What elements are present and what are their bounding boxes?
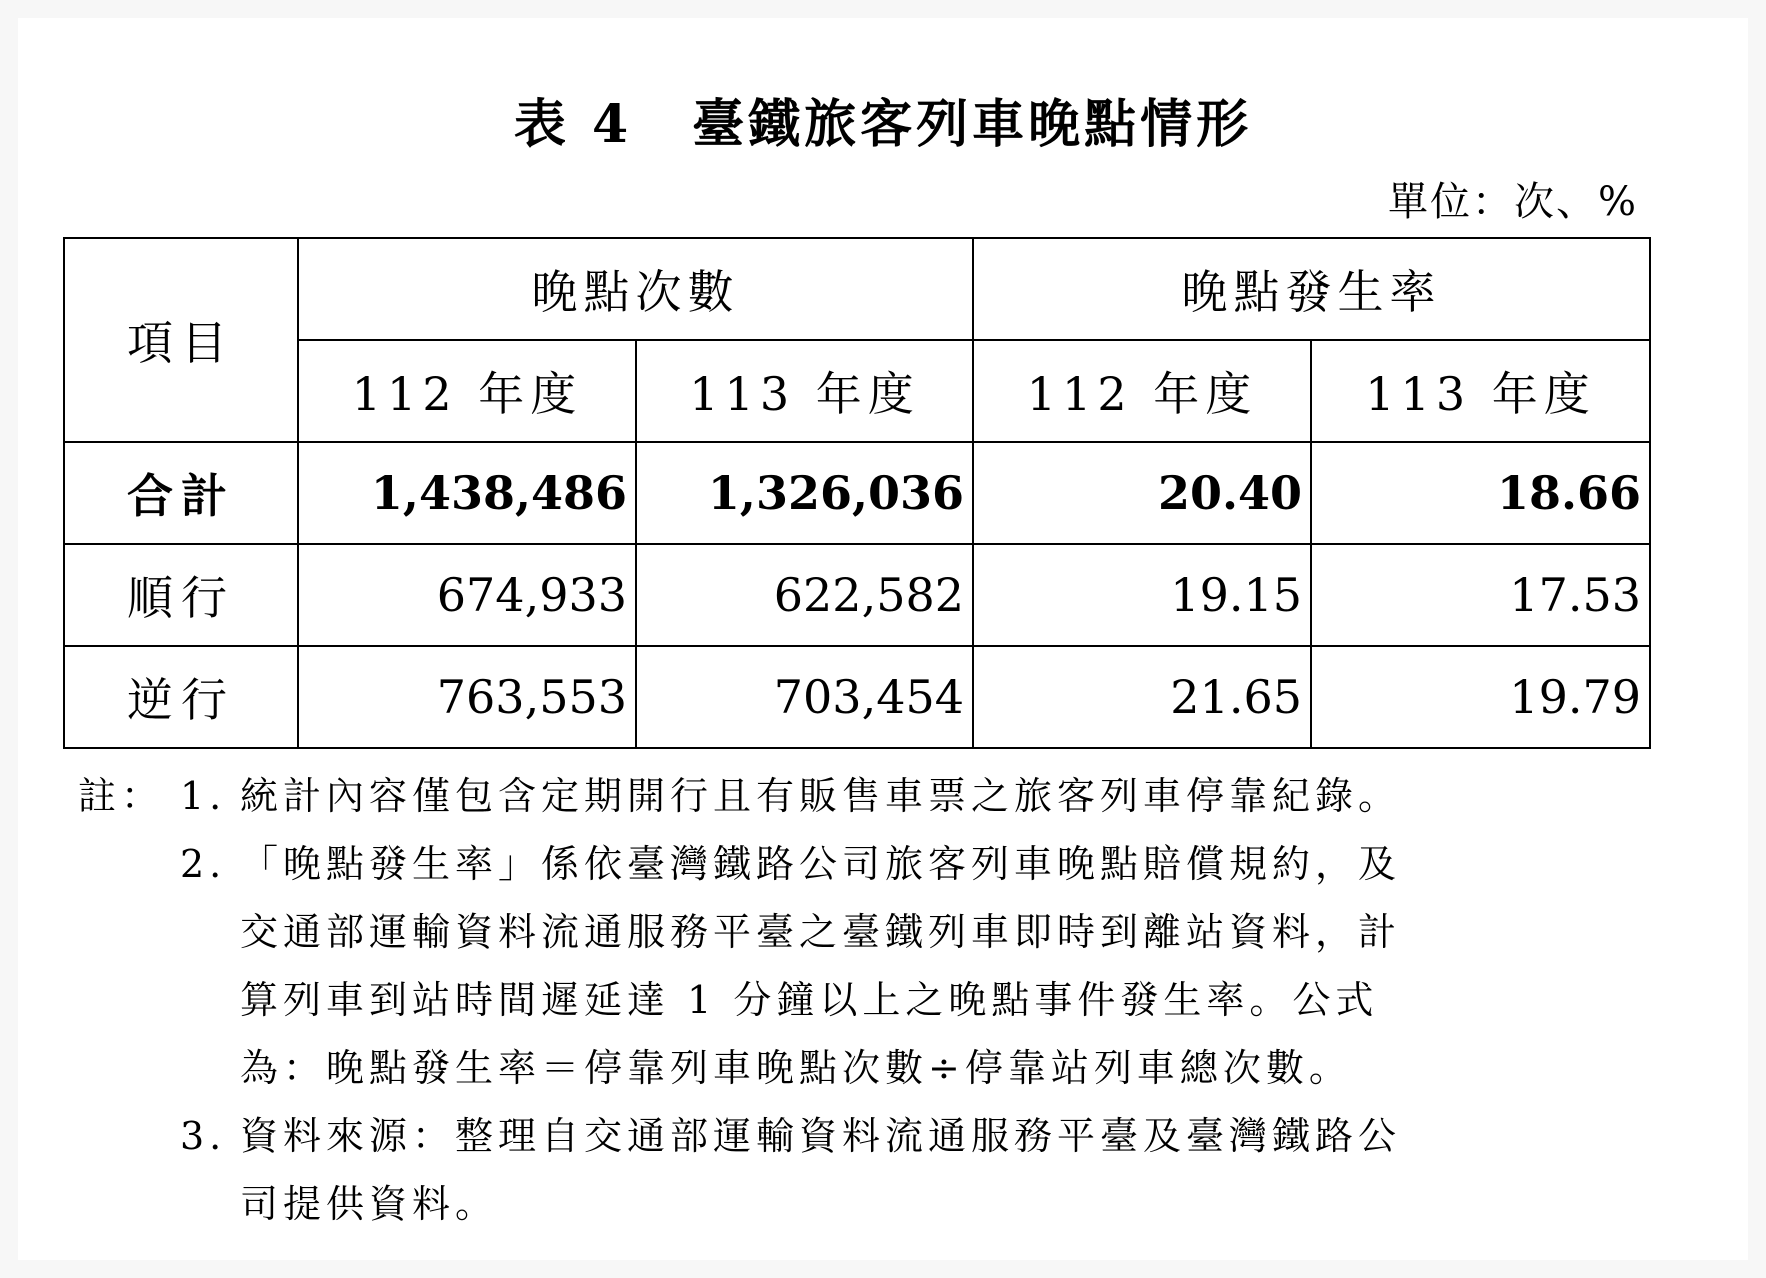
cell: 19.79 xyxy=(1311,646,1650,748)
header-delay-rate: 晚點發生率 xyxy=(973,238,1650,340)
header-year: 113 年度 xyxy=(636,340,973,442)
note-line: 為：晚點發生率＝停靠列車晚點次數÷停靠站列車總次數。 xyxy=(240,1046,1352,1090)
note-number: 1. xyxy=(180,774,227,818)
cell: 703,454 xyxy=(636,646,973,748)
row-label: 順行 xyxy=(64,544,298,646)
header-row-year xyxy=(64,340,1650,442)
header-row-group xyxy=(64,238,1650,340)
note-line: 算列車到站時間遲延達 1 分鐘以上之晚點事件發生率。公式 xyxy=(240,978,1379,1022)
cell: 21.65 xyxy=(973,646,1311,748)
table-title-text: 臺鐵旅客列車晚點情形 xyxy=(692,94,1253,155)
header-year: 112 年度 xyxy=(298,340,636,442)
table-row xyxy=(64,646,1650,748)
cell: 674,933 xyxy=(298,544,636,646)
notes xyxy=(78,762,1401,1238)
cell: 19.15 xyxy=(973,544,1311,646)
header-delay-count: 晚點次數 xyxy=(298,238,973,340)
note-line: 資料來源：整理自交通部運輸資料流通服務平臺及臺灣鐵路公 xyxy=(240,1114,1402,1158)
note-line: 「晚點發生率」係依臺灣鐵路公司旅客列車晚點賠償規約，及 xyxy=(240,842,1402,886)
note-line: 統計內容僅包含定期開行且有販售車票之旅客列車停靠紀錄。 xyxy=(240,774,1402,818)
row-label: 逆行 xyxy=(64,646,298,748)
note-number: 2. xyxy=(180,842,227,886)
header-year: 112 年度 xyxy=(973,340,1311,442)
header-item: 項目 xyxy=(64,238,298,442)
table-row xyxy=(64,544,1650,646)
notes-prefix: 註： xyxy=(78,774,165,818)
cell: 763,553 xyxy=(298,646,636,748)
cell: 1,326,036 xyxy=(636,442,973,544)
note-3 xyxy=(78,1102,1401,1238)
header-year: 113 年度 xyxy=(1311,340,1650,442)
note-line: 司提供資料。 xyxy=(240,1182,499,1226)
table-number: 表 4 xyxy=(513,94,633,155)
delay-table xyxy=(63,237,1651,749)
note-2 xyxy=(78,830,1401,1102)
note-1 xyxy=(78,762,1401,830)
note-line: 交通部運輸資料流通服務平臺之臺鐵列車即時到離站資料，計 xyxy=(240,910,1402,954)
cell: 622,582 xyxy=(636,544,973,646)
cell: 20.40 xyxy=(973,442,1311,544)
table-title xyxy=(0,82,1766,157)
table-row-total xyxy=(64,442,1650,544)
row-label: 合計 xyxy=(64,442,298,544)
cell: 18.66 xyxy=(1311,442,1650,544)
unit-label: 單位：次、% xyxy=(1387,179,1638,225)
cell: 17.53 xyxy=(1311,544,1650,646)
note-number: 3. xyxy=(180,1114,227,1158)
cell: 1,438,486 xyxy=(298,442,636,544)
